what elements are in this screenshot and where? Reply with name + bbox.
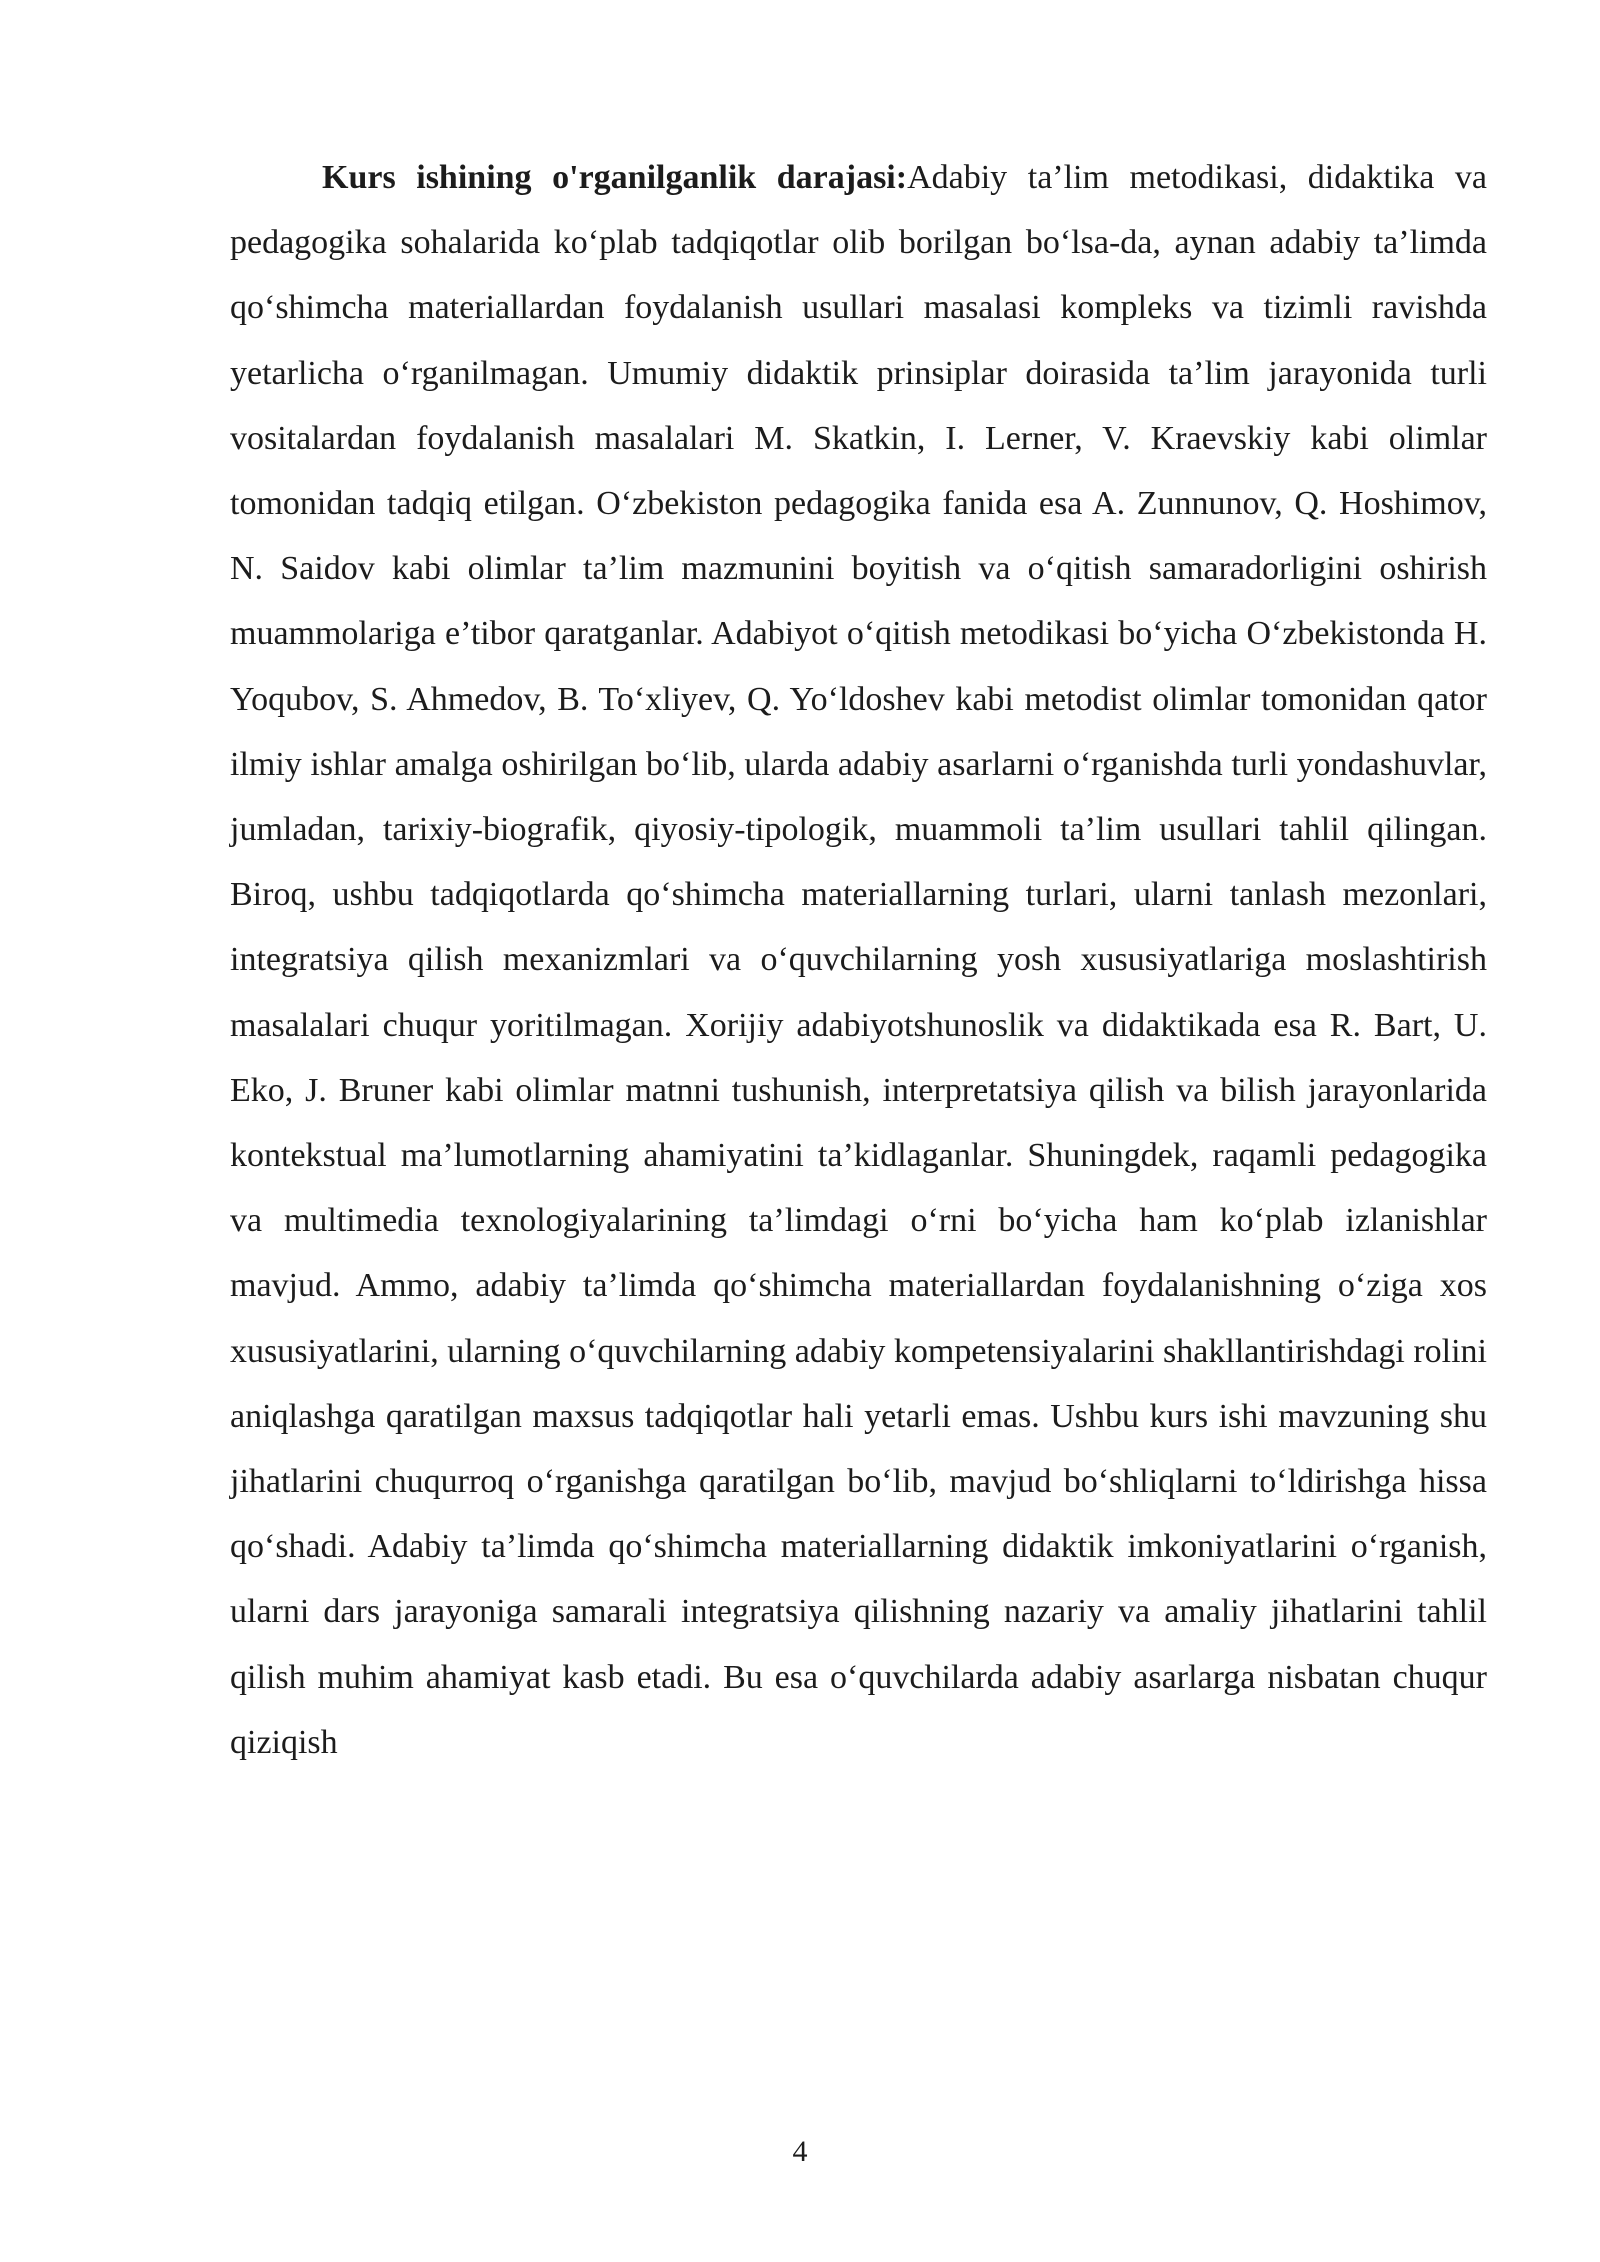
paragraph-text: Adabiy ta’lim metodikasi, didaktika va pedagogika sohalarida ko‘plab tadqiqotlar olib borilgan bo‘lsa-da, aynan adabiy ta’limda qo‘shimcha materiallardan foydalanish usullari masalasi kompleks va tizimli ravishda yetarlicha o‘rganilmagan. Umumiy didaktik prinsiplar doirasida ta’lim jarayonida turli vositalardan foydalanish masalalari M. Skatkin, I. Lerner, V. Kraevskiy kabi olimlar tomonidan tadqiq etilgan. O‘zbekiston pedagogika fanida esa A. Zunnunov, Q. Hoshimov, N. Saidov kabi olimlar ta’lim mazmunini boyitish va o‘qitish samaradorligini oshirish muammolariga e’tibor qaratganlar. Adabiyot o‘qitish metodikasi bo‘yicha O‘zbekistonda H. Yoqubov, S. Ahmedov, B. To‘xliyev, Q. Yo‘ldoshev kabi metodist olimlar tomonidan qator ilmiy ishlar amalga oshirilgan bo‘lib, ularda adabiy asarlarni o‘rganishda turli yondashuvlar, jumladan, tarixiy-biografik, qiyosiy-tipologik, muammoli ta’lim usullari tahlil qilingan. Biroq, ushbu tadqiqotlarda qo‘shimcha materiallarning turlari, ularni tanlash mezonlari, integratsiya qilish mexanizmlari va o‘quvchilarning yosh xususiyatlariga moslashtirish masalalari chuqur yoritilmagan. Xorijiy adabiyotshunoslik va didaktikada esa R. Bart, U. Eko, J. Bruner kabi olimlar matnni tushunish, interpretatsiya qilish va bilish jarayonlarida kontekstual ma’lumotlarning ahamiyatini ta’kidlaganlar. Shuningdek, raqamli pedagogika va multimedia texnologiyalarining ta’limdagi o‘rni bo‘yicha ham ko‘plab izlanishlar mavjud. Ammo, adabiy ta’limda qo‘shimcha materiallardan foydalanishning o‘ziga xos xususiyatlarini, ularning o‘quvchilarning adabiy kompetensiyalarini shakllantirishdagi rolini aniqlashga qaratilgan maxsus tadqiqotlar hali yetarli emas. Ushbu kurs ishi mavzuning shu jihatlarini chuqurroq o‘rganishga qaratilgan bo‘lib, mavjud bo‘shliqlarni to‘ldirishga hissa qo‘shadi. Adabiy ta’limda qo‘shimcha materiallarning didaktik imkoniyatlarini o‘rganish, ularni dars jarayoniga samarali integratsiya qilishning nazariy va amaliy jihatlarini tahlil qilish muhim ahamiyat kasb etadi. Bu esa o‘quvchilarda adabiy asarlarga nisbatan chuqur qiziqish <box>230 159 1487 1761</box>
section-heading: Kurs ishining o'rganilganlik darajasi: <box>322 159 908 196</box>
body-paragraph <box>230 145 1487 1775</box>
page-number: 4 <box>792 2135 808 2168</box>
